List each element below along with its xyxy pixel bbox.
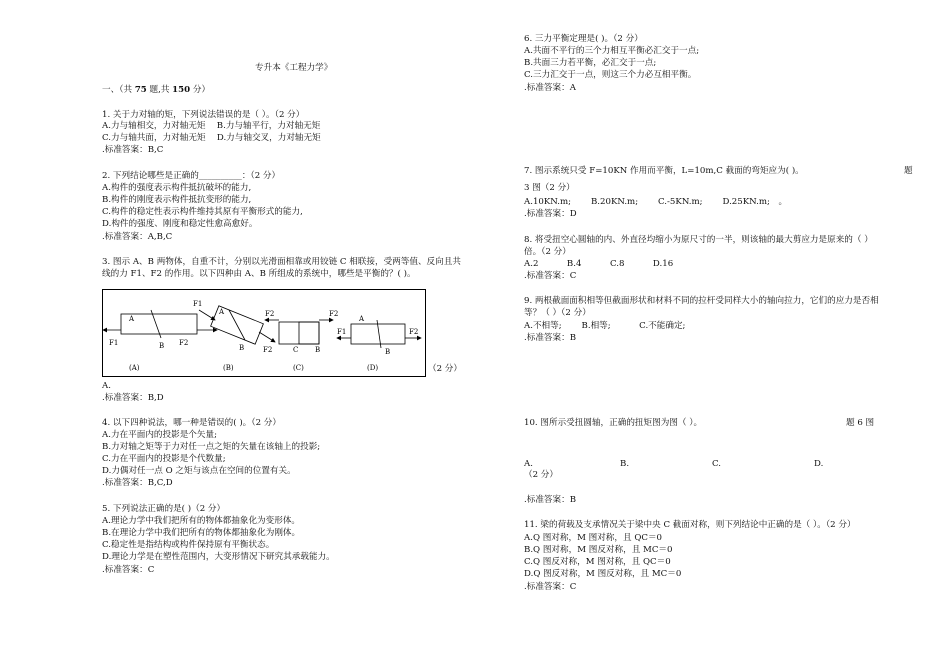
standard-answer: .标准答案：D — [524, 209, 577, 219]
doc-title: 专升本《工程力学》 — [255, 63, 333, 73]
label-b: B — [315, 346, 321, 354]
standard-answer: .标准答案：C — [524, 271, 577, 281]
standard-answer: .标准答案：B — [524, 495, 577, 505]
standard-answer: .标准答案：B,D — [102, 393, 164, 403]
question-option: B.构件的刚度表示构件抵抗变形的能力, — [102, 195, 252, 205]
label-f2-right: F2 — [329, 310, 339, 318]
question-stem: 倍。（2 分） — [524, 247, 571, 257]
label-b: B — [385, 348, 391, 356]
question-options: A.力与轴相交，力对轴无矩 B.力与轴平行，力对轴无矩 — [102, 121, 321, 131]
label-a: A — [129, 315, 135, 323]
question-stem: 8. 将受扭空心圆轴的内、外直径均缩小为原尺寸的一半，则该轴的最大剪应力是原来的（ ） — [524, 235, 873, 245]
question-option: C.稳定性是指结构或构件保持原有平衡状态。 — [102, 540, 275, 550]
question-score: （2 分） — [524, 470, 558, 480]
question-option: C.构件的稳定性表示构件维持其原有平衡形式的能力, — [102, 207, 303, 217]
question-stem: 5. 下列说法正确的是( )（2 分） — [102, 504, 226, 514]
question-stem: 2. 下列结论哪些是正确的__________：（2 分） — [102, 171, 281, 181]
caption-d: (D) — [367, 364, 379, 372]
standard-answer: .标准答案：B,C,D — [102, 478, 173, 488]
caption-c: (C) — [293, 364, 304, 372]
diagram-d — [337, 315, 421, 372]
question-stem: 3 图（2 分） — [524, 183, 575, 193]
question-score: （2 分） — [428, 364, 462, 374]
question-option: B.Q 图对称，M 图反对称，且 MC＝0 — [524, 545, 673, 555]
question-stem: 11. 梁的荷载及支承情况关于梁中央 C 截面对称，则下列结论中正确的是（ ）。（2 分） — [524, 520, 856, 530]
label-b: B — [159, 342, 165, 350]
question-option: B.力对轴之矩等于力对任一点之矩的矢量在该轴上的投影; — [102, 442, 321, 452]
label-f2: F2 — [263, 346, 273, 354]
label-a: A — [359, 315, 365, 323]
standard-answer: .标准答案：C — [524, 582, 577, 592]
question-option: A.共面不平行的三个力相互平衡必汇交于一点; — [524, 46, 700, 56]
question-option: D.力偶对任一点 O 之矩与该点在空间的位置有关。 — [102, 466, 296, 476]
question-option: A.理论力学中我们把所有的物体都抽象化为变形体。 — [102, 516, 301, 526]
standard-answer: .标准答案：A,B,C — [102, 232, 173, 242]
question-option: C.Q 图反对称，M 图对称，且 QC＝0 — [524, 557, 671, 567]
question-stem: 线的力 F1、F2 的作用。以下四种由 A、B 所组成的系统中，哪些是平衡的？( )。 — [102, 269, 416, 279]
label-f1: F1 — [193, 300, 203, 308]
diagram-c — [265, 310, 338, 372]
standard-answer: .标准答案：B — [524, 333, 577, 343]
label-b: B — [239, 344, 245, 352]
standard-answer: .标准答案：B,C — [102, 145, 164, 155]
option-c: C. — [712, 459, 722, 469]
figure-reference: 题 6 图 — [846, 418, 875, 428]
question-stem: 9. 两根截面面积相等但截面形状和材料不同的拉杆受同样大小的轴向拉力，它们的应力是否相 — [524, 296, 879, 306]
question-option: A.构件的强度表示构件抵抗破坏的能力, — [102, 183, 252, 193]
mechanics-figure — [102, 289, 426, 377]
option-d: D. — [814, 459, 824, 469]
label-c: C — [293, 346, 299, 354]
question-option: D.Q 图反对称，M 图反对称，且 MC＝0 — [524, 569, 682, 579]
figure-reference: 题 — [904, 166, 913, 176]
question-option: A.Q 图对称，M 图对称，且 QC＝0 — [524, 533, 663, 543]
question-options: A.2 B.4 C.8 D.16 — [524, 259, 674, 269]
question-options: C.力与轴共面，力对轴无矩 D.力与轴交叉，力对轴无矩 — [102, 133, 321, 143]
question-stem: 等？（ ）（2 分） — [524, 308, 591, 318]
question-option: B.在理论力学中我们把所有的物体都抽象化为刚体。 — [102, 528, 301, 538]
diagram-a — [103, 310, 217, 372]
question-option: A. — [102, 381, 111, 391]
option-b: B. — [620, 459, 630, 469]
question-option: D.理论力学是在塑性范围内，大变形情况下研究其承载能力。 — [102, 552, 335, 562]
caption-a: (A) — [129, 364, 140, 372]
standard-answer: .标准答案：A — [524, 83, 576, 93]
label-f1: F1 — [109, 339, 119, 347]
question-options: A.10KN.m; B.20KN.m; C.-5KN.m; D.25KN.m; 。 — [524, 197, 788, 207]
question-stem: 4. 以下四种说法，哪一种是错误的( )。（2 分） — [102, 418, 281, 428]
question-stem: 1. 关于力对轴的矩，下列说法错误的是（ ）。（2 分） — [102, 110, 305, 120]
standard-answer: .标准答案：C — [102, 565, 155, 575]
question-options: A.不相等; B.相等; C.不能确定; — [524, 321, 686, 331]
question-stem: 10. 图所示受扭圆轴，正确的扭矩图为图（ ）。 — [524, 418, 703, 428]
question-option: D.构件的强度、刚度和稳定性愈高愈好。 — [102, 219, 258, 229]
caption-b: (B) — [223, 364, 234, 372]
label-f1: F1 — [337, 328, 347, 336]
question-option: A.力在平面内的投影是个矢量; — [102, 430, 217, 440]
question-option: B.共面三力若平衡，必汇交于一点; — [524, 58, 657, 68]
question-option: C.力在平面内的投影是个代数量; — [102, 454, 226, 464]
section-heading: 一、（共 75 题,共 150 分） — [102, 85, 211, 95]
option-a: A. — [524, 459, 533, 469]
label-f2: F2 — [179, 339, 189, 347]
label-f2: F2 — [265, 310, 275, 318]
question-stem: 7. 图示系统只受 F=10KN 作用而平衡，L=10m,C 截面的弯矩应为( )。 — [524, 166, 804, 176]
label-a: A — [219, 308, 225, 316]
diagram-b — [193, 300, 275, 372]
question-stem: 6. 三力平衡定理是( )。（2 分） — [524, 34, 643, 44]
label-f2: F2 — [409, 328, 419, 336]
question-stem: 3. 图示 A、B 两物体，自重不计，分别以光滑面相靠或用铰链 C 相联接，受两等值、反向且共 — [102, 257, 461, 267]
question-option: C.三力汇交于一点，则这三个力必互相平衡。 — [524, 70, 697, 80]
